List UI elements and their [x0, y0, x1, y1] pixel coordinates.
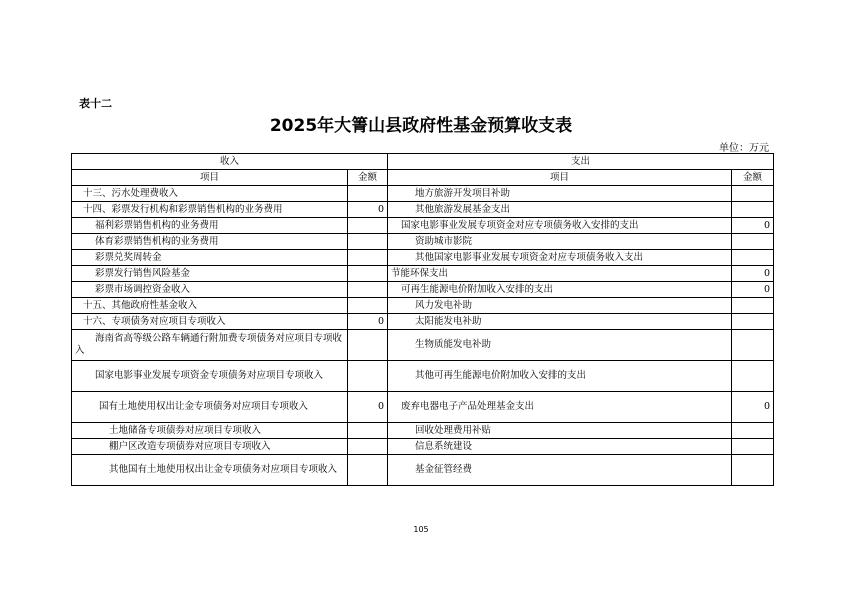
- expense-item: 地方旅游开发项目补助: [388, 186, 732, 202]
- page-number: 105: [413, 525, 429, 534]
- income-amount: [348, 439, 388, 455]
- expense-amount: [732, 186, 774, 202]
- expense-amount: [732, 330, 774, 361]
- income-amount: [348, 218, 388, 234]
- table-row: [72, 202, 774, 218]
- expense-item: 其他旅游发展基金支出: [388, 202, 732, 218]
- expense-amount: [732, 250, 774, 266]
- income-amount: [348, 282, 388, 298]
- expense-item: 国家电影事业发展专项资金对应专项债务收入安排的支出: [388, 218, 732, 234]
- table-row: [72, 439, 774, 455]
- expense-item: 风力发电补助: [388, 298, 732, 314]
- income-item: 其他国有土地使用权出让金专项债务对应项目专项收入: [72, 455, 348, 486]
- income-amount: [348, 455, 388, 486]
- table-label: 表十二: [79, 97, 112, 110]
- expense-item-header: 项目: [388, 170, 732, 186]
- table-row: [72, 361, 774, 392]
- income-item: 海南省高等级公路车辆通行附加费专项债务对应项目专项收入: [72, 330, 348, 361]
- table-row: [72, 455, 774, 486]
- income-item-header: 项目: [72, 170, 348, 186]
- table-row: [72, 250, 774, 266]
- income-amount: 0: [348, 314, 388, 330]
- income-item: 国家电影事业发展专项资金专项债务对应项目专项收入: [72, 361, 348, 392]
- income-item: 十三、污水处理费收入: [72, 186, 348, 202]
- income-item: 彩票兑奖周转金: [72, 250, 348, 266]
- income-item: 国有土地使用权出让金专项债务对应项目专项收入: [72, 392, 348, 423]
- expense-item: 节能环保支出: [388, 266, 732, 282]
- table-row: [72, 234, 774, 250]
- income-item: 彩票市场调控资金收入: [72, 282, 348, 298]
- expense-amount: [732, 202, 774, 218]
- unit-label: 单位：万元: [719, 143, 769, 154]
- income-header: 收入: [72, 154, 388, 170]
- income-amount: [348, 361, 388, 392]
- income-amount: [348, 298, 388, 314]
- table-row: [72, 186, 774, 202]
- expense-item: 废弃电器电子产品处理基金支出: [388, 392, 732, 423]
- income-amount: [348, 186, 388, 202]
- expense-amount: 0: [732, 282, 774, 298]
- income-item: 十五、其他政府性基金收入: [72, 298, 348, 314]
- expense-amount: 0: [732, 392, 774, 423]
- expense-amount: 0: [732, 218, 774, 234]
- expense-item: 其他可再生能源电价附加收入安排的支出: [388, 361, 732, 392]
- expense-item: 基金征管经费: [388, 455, 732, 486]
- income-amount: [348, 423, 388, 439]
- income-item: 棚户区改造专项债券对应项目专项收入: [72, 439, 348, 455]
- income-item: 十六、专项债务对应项目专项收入: [72, 314, 348, 330]
- expense-item: 信息系统建设: [388, 439, 732, 455]
- table-row: [72, 423, 774, 439]
- table-row: [72, 314, 774, 330]
- expense-item: 可再生能源电价附加收入安排的支出: [388, 282, 732, 298]
- expense-amount: [732, 314, 774, 330]
- table-row: [72, 330, 774, 361]
- table-row: [72, 392, 774, 423]
- expense-item: 生物质能发电补助: [388, 330, 732, 361]
- expense-item: 回收处理费用补贴: [388, 423, 732, 439]
- expense-item: 资助城市影院: [388, 234, 732, 250]
- income-amount: [348, 250, 388, 266]
- expense-header: 支出: [388, 154, 774, 170]
- expense-amount: [732, 361, 774, 392]
- expense-amount: [732, 455, 774, 486]
- income-amount: 0: [348, 392, 388, 423]
- table-body: [72, 186, 774, 486]
- table-row: [72, 282, 774, 298]
- table-row: [72, 266, 774, 282]
- expense-item: 其他国家电影事业发展专项资金对应专项债务收入支出: [388, 250, 732, 266]
- page-title: 2025年大箐山县政府性基金预算收支表: [269, 116, 573, 136]
- expense-amount: [732, 439, 774, 455]
- income-amount-header: 金额: [348, 170, 388, 186]
- table-row: [72, 298, 774, 314]
- expense-item: 太阳能发电补助: [388, 314, 732, 330]
- income-item: 体育彩票销售机构的业务费用: [72, 234, 348, 250]
- table-row: [72, 218, 774, 234]
- expense-amount-header: 金额: [732, 170, 774, 186]
- income-item: 土地储备专项债券对应项目专项收入: [72, 423, 348, 439]
- income-amount: 0: [348, 202, 388, 218]
- expense-amount: [732, 423, 774, 439]
- income-item: 十四、彩票发行机构和彩票销售机构的业务费用: [72, 202, 348, 218]
- expense-amount: [732, 298, 774, 314]
- budget-table: [71, 153, 774, 486]
- expense-amount: [732, 234, 774, 250]
- income-item: 福利彩票销售机构的业务费用: [72, 218, 348, 234]
- income-item: 彩票发行销售风险基金: [72, 266, 348, 282]
- income-amount: [348, 234, 388, 250]
- income-amount: [348, 330, 388, 361]
- expense-amount: 0: [732, 266, 774, 282]
- income-amount: [348, 266, 388, 282]
